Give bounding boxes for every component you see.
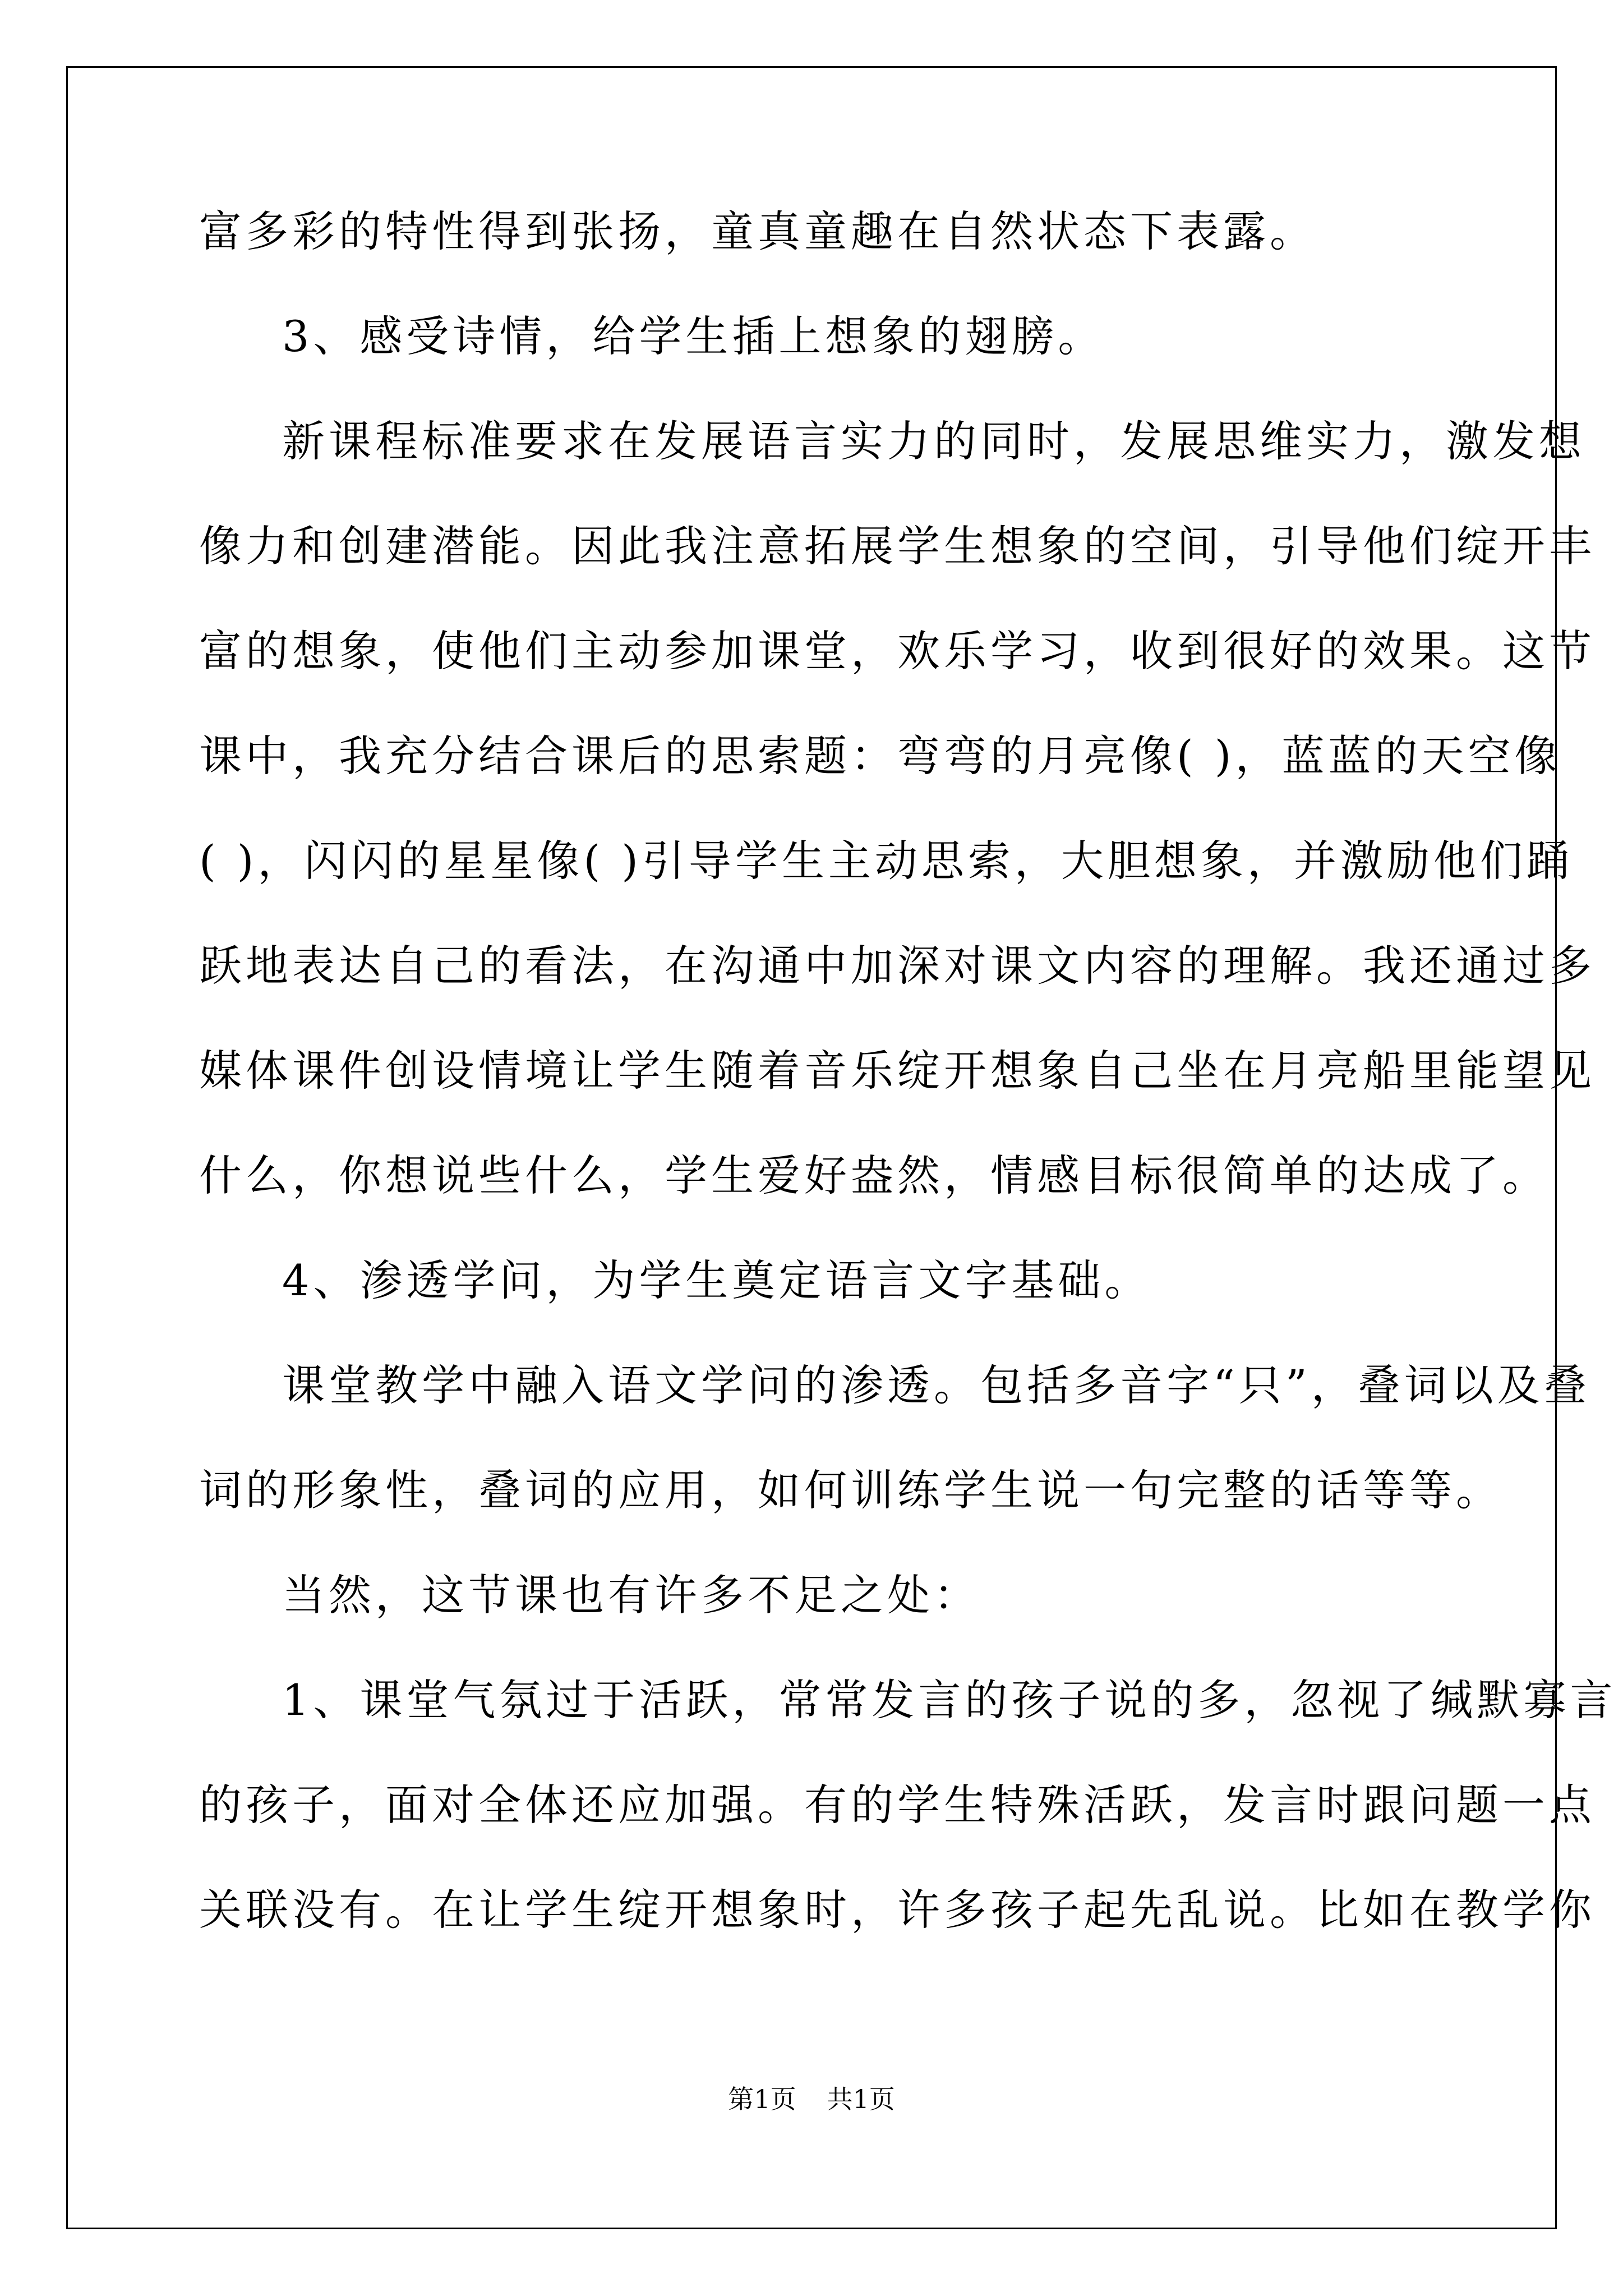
text-line: 课堂教学中融入语文学问的渗透。包括多音字“只”，叠词以及叠 — [282, 1360, 1590, 1410]
text-line: 富多彩的特性得到张扬，童真童趣在自然状态下表露。 — [199, 206, 1316, 256]
text-line: 关联没有。在让学生绽开想象时，许多孩子起先乱说。比如在教学你 — [199, 1885, 1596, 1935]
page-number-current: 第1页 — [728, 2084, 796, 2114]
text-line: 4、渗透学问，为学生奠定语言文字基础。 — [282, 1255, 1151, 1305]
text-line: 课中，我充分结合课后的思索题：弯弯的月亮像( )，蓝蓝的天空像 — [199, 731, 1561, 781]
text-line: 词的形象性，叠词的应用，如何训练学生说一句完整的话等等。 — [199, 1465, 1502, 1515]
text-line: ( )，闪闪的星星像( )引导学生主动思索，大胆想象，并激励他们踊 — [199, 836, 1573, 886]
text-line: 当然，这节课也有许多不足之处： — [282, 1570, 980, 1620]
text-line: 富的想象，使他们主动参加课堂，欢乐学习，收到很好的效果。这节 — [199, 626, 1596, 676]
page-number-total: 共1页 — [827, 2084, 895, 2114]
text-line: 什么，你想说些什么，学生爱好盎然，情感目标很简单的达成了。 — [199, 1151, 1549, 1200]
page-footer — [0, 2082, 1623, 2116]
text-line: 媒体课件创设情境让学生随着音乐绽开想象自己坐在月亮船里能望见 — [199, 1046, 1596, 1096]
text-line: 3、感受诗情，给学生插上想象的翅膀。 — [282, 311, 1105, 361]
text-line: 1、课堂气氛过于活跃，常常发言的孩子说的多，忽视了缄默寡言 — [282, 1675, 1617, 1725]
text-line: 新课程标准要求在发展语言实力的同时，发展思维实力，激发想 — [282, 416, 1585, 466]
text-line: 的孩子，面对全体还应加强。有的学生特殊活跃，发言时跟问题一点 — [199, 1780, 1596, 1830]
text-line: 像力和创建潜能。因此我注意拓展学生想象的空间，引导他们绽开丰 — [199, 521, 1596, 571]
text-line: 跃地表达自己的看法，在沟通中加深对课文内容的理解。我还通过多 — [199, 941, 1596, 991]
